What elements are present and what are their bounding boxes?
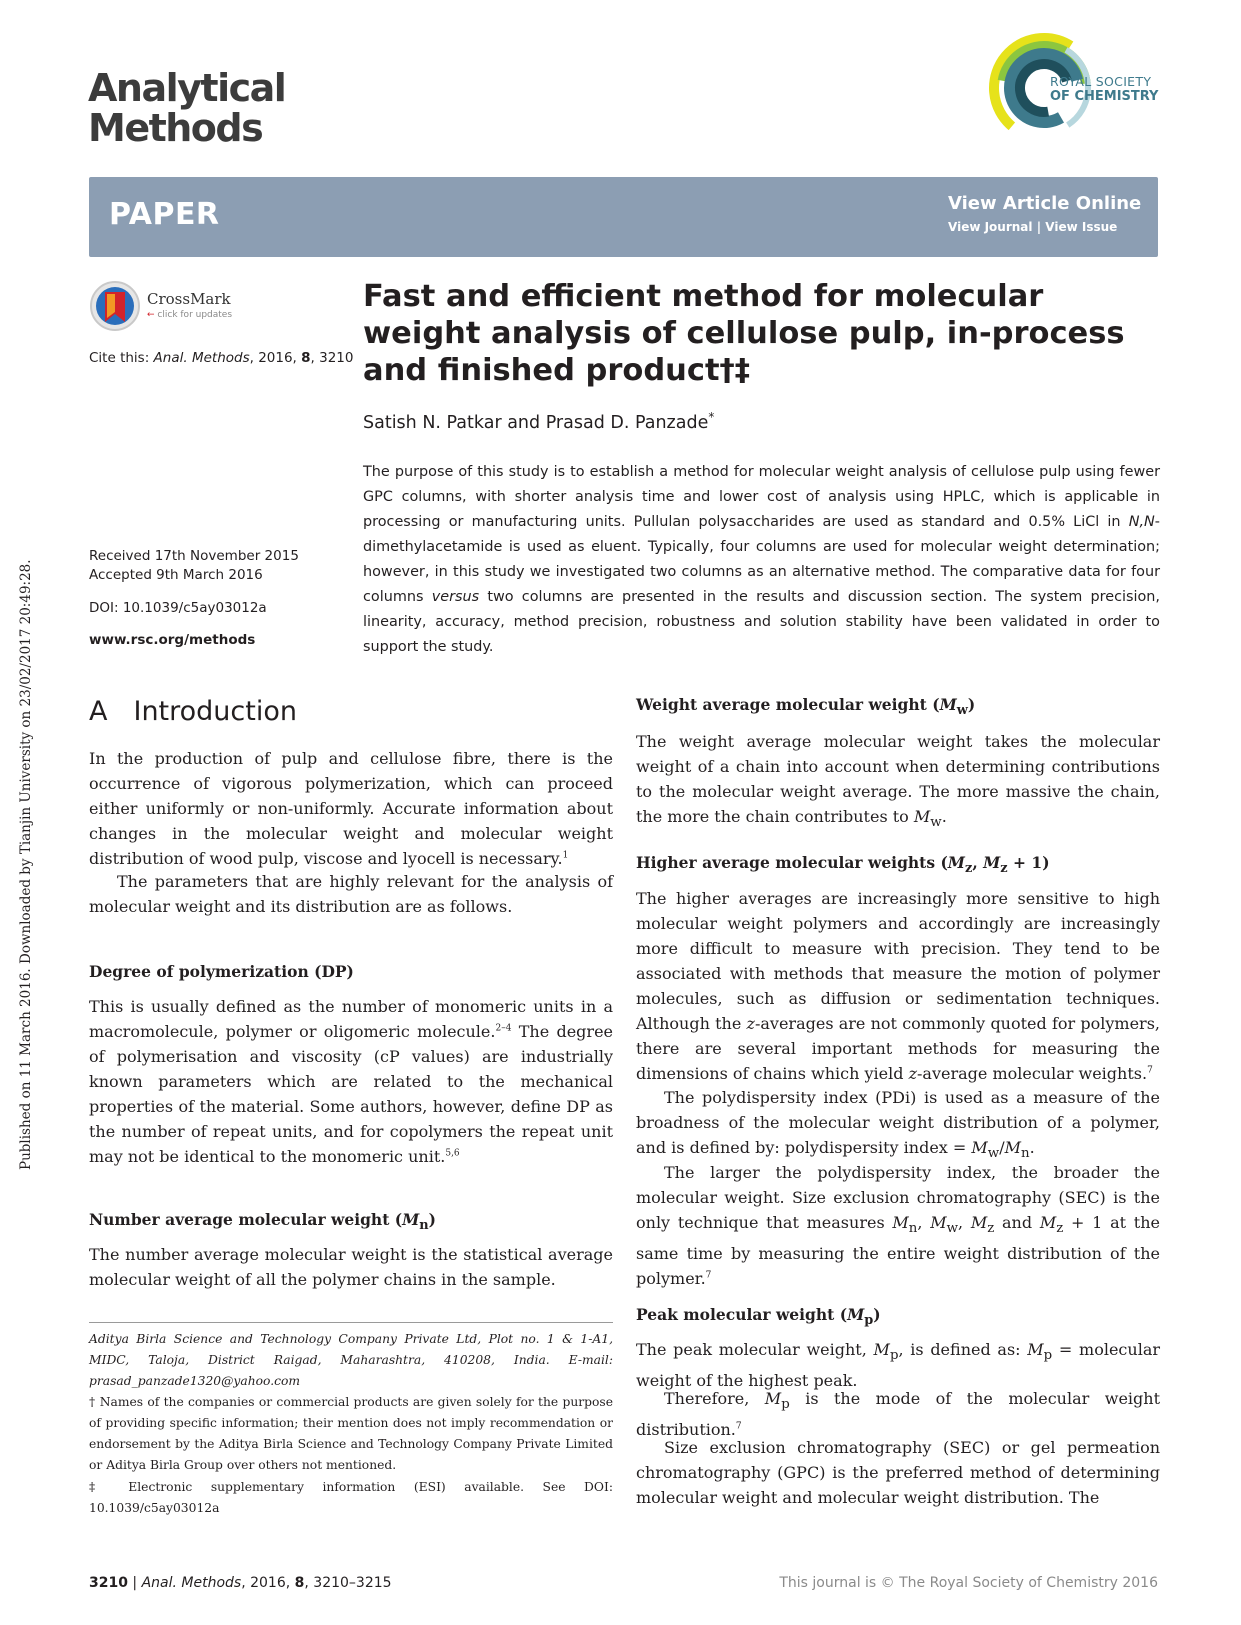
mp-paragraph-3: Size exclusion chromatography (SEC) or gel permeation chromatography (GPC) is the preferred method of determining molecular weight and molecular weight distribution. The	[636, 1438, 1160, 1507]
mn-paragraph: The number average molecular weight is the statistical average molecular weight of all the polymer chains in the sample.	[89, 1245, 613, 1289]
citation: Cite this: Anal. Methods, 2016, 8, 3210	[89, 350, 354, 366]
page-footer-copyright: This journal is © The Royal Society of Chemistry 2016	[779, 1575, 1158, 1591]
accepted-date: Accepted 9th March 2016	[89, 567, 263, 583]
link-separator: |	[1032, 220, 1046, 234]
article-type-label: PAPER	[109, 197, 220, 232]
footnote-divider	[89, 1322, 613, 1323]
mp-paragraph-2: Therefore, $M_p$ is the mode of the molecular weight distribution.$^7$	[636, 1389, 1161, 1440]
intro-paragraph-1: In the production of pulp and cellulose fibre, there is the occurrence of vigorous polymerization, which can proceed either uniformly or non-uniformly. Accurate information about changes in the molecular weight and molecular weight distribution of wood pulp, viscose and lyocell is necessary.$^1$	[89, 749, 613, 868]
rsc-logo[interactable]	[988, 32, 1168, 144]
doi[interactable]: DOI: 10.1039/c5ay03012a	[89, 600, 267, 616]
crossmark-badge[interactable]	[89, 280, 249, 336]
crossmark-label: CrossMark	[147, 290, 231, 308]
subheading-mw: Weight average molecular weight $(M_w)$	[636, 695, 976, 719]
mz-paragraph-1: The higher averages are increasingly more sensitive to high molecular weight polymers and accordingly are increasingly more difficult to measure with precision. They tend to be associated with methods that measure the motion of polymer molecules, such as diffusion or sedimentation techniques. Although the z-averages are not commonly quoted for polymers, there are several important methods for measuring the dimensions of chains which yield z-average molecular weights.$^7$	[636, 889, 1161, 1083]
journal-url[interactable]: www.rsc.org/methods	[89, 632, 256, 648]
crossmark-sublabel: ← click for updates	[147, 310, 233, 320]
article-title: Fast and efficient method for molecular weight analysis of cellulose pulp, in-process and finished product†‡	[363, 279, 1125, 388]
crossmark-icon	[89, 280, 141, 332]
view-journal-link[interactable]: View Journal	[948, 220, 1033, 234]
authors: Satish N. Patkar and Prasad D. Panzade*	[363, 410, 715, 433]
received-date: Received 17th November 2015	[89, 548, 299, 564]
intro-paragraph-2: The parameters that are highly relevant for the analysis of molecular weight and its distribution are as follows.	[89, 872, 613, 916]
subheading-mz: Higher average molecular weights ($M_z$, $M_z + 1$)	[636, 853, 1050, 877]
dp-paragraph: This is usually defined as the number of monomeric units in a macromolecule, polymer or oligomeric molecule.$^{2-4}$ The degree of polymerisation and viscosity (cP values) are industrially known parameters which are related to the mechanical properties of the material. Some authors, however, define DP as the number of repeat units, and for copolymers the repeat unit may not be identical to the monomeric unit.$^{5,6}$	[89, 997, 613, 1166]
mw-paragraph: The weight average molecular weight takes the molecular weight of a chain into account when determining contributions to the molecular weight average. The more massive the chain, the more the chain contributes to $M_w$.	[636, 732, 1160, 831]
journal-title	[88, 68, 285, 148]
subheading-mn: Number average molecular weight $(M_n)$	[89, 1210, 437, 1234]
journal-title-line2: Methods	[88, 106, 263, 150]
subheading-mp: Peak molecular weight $(M_p)$	[636, 1305, 881, 1329]
view-issue-link[interactable]: View Issue	[1045, 220, 1118, 234]
view-links	[948, 220, 1117, 234]
journal-title-line1: Analytical	[88, 66, 286, 110]
paper-banner	[89, 177, 1158, 257]
affiliation-footnote: Aditya Birla Science and Technology Company Private Ltd, Plot no. 1 & 1-A1, MIDC, Taloja, District Raigad, Maharashtra, 410208, India. E-mail: prasad_panzade1320@yahoo.com	[89, 1332, 613, 1388]
mp-paragraph-1: The peak molecular weight, $M_p$, is defined as: $M_p$ = molecular weight of the highest peak.	[636, 1340, 1161, 1391]
section-heading-introduction: A Introduction	[89, 696, 297, 727]
double-dagger-footnote: ‡ Electronic supplementary information (ESI) available. See DOI: 10.1039/c5ay03012a	[89, 1480, 613, 1515]
page-footer-left: 3210 | Anal. Methods, 2016, 8, 3210–3215	[89, 1575, 392, 1591]
rsc-wordmark-line2: OF CHEMISTRY	[1050, 89, 1159, 104]
dagger-footnote: † Names of the companies or commercial products are given solely for the purpose of providing specific information; their mention does not imply recommendation or endorsement by the Aditya Birla Science and Technology Company Private Limited or Aditya Birla Group over others not mentioned.	[89, 1395, 613, 1472]
view-article-online-link[interactable]: View Article Online	[948, 193, 1142, 214]
rsc-wordmark-line1: ROYAL SOCIETY	[1050, 74, 1152, 89]
page-number: 3210	[89, 1575, 128, 1591]
pdi-paragraph: The polydispersity index (PDi) is used as a measure of the broadness of the molecular weight distribution of a polymer, and is defined by: polydispersity index = $M_w/M_n$.	[636, 1088, 1160, 1162]
download-notice: Published on 11 March 2016. Downloaded by Tianjin University on 23/02/2017 20:49:28.	[18, 559, 34, 1170]
subheading-dp: Degree of polymerization (DP)	[89, 962, 354, 981]
rsc-wordmark	[1050, 74, 1158, 104]
abstract: The purpose of this study is to establish a method for molecular weight analysis of cellulose pulp using fewer GPC columns, with shorter analysis time and lower cost of analysis using HPLC, which is applicable in processing or manufacturing units. Pullulan polysaccharides are used as standard and 0.5% LiCl in N,N-dimethylacetamide is used as eluent. Typically, four columns are used for molecular weight determination; however, in this study we investigated two columns as an alternative method. The comparative data for four columns versus two columns are presented in the results and discussion section. The system precision, linearity, accuracy, method precision, robustness and solution stability have been validated in order to support the study.	[363, 464, 1161, 655]
sec-paragraph: The larger the polydispersity index, the broader the molecular weight. Size exclusion chromatography (SEC) is the only technique that measures $M_n$, $M_w$, $M_z$ and $M_z + 1$ at the same time by measuring the entire weight distribution of the polymer.$^7$	[636, 1163, 1160, 1289]
arrow-left-icon: ←	[147, 310, 155, 320]
